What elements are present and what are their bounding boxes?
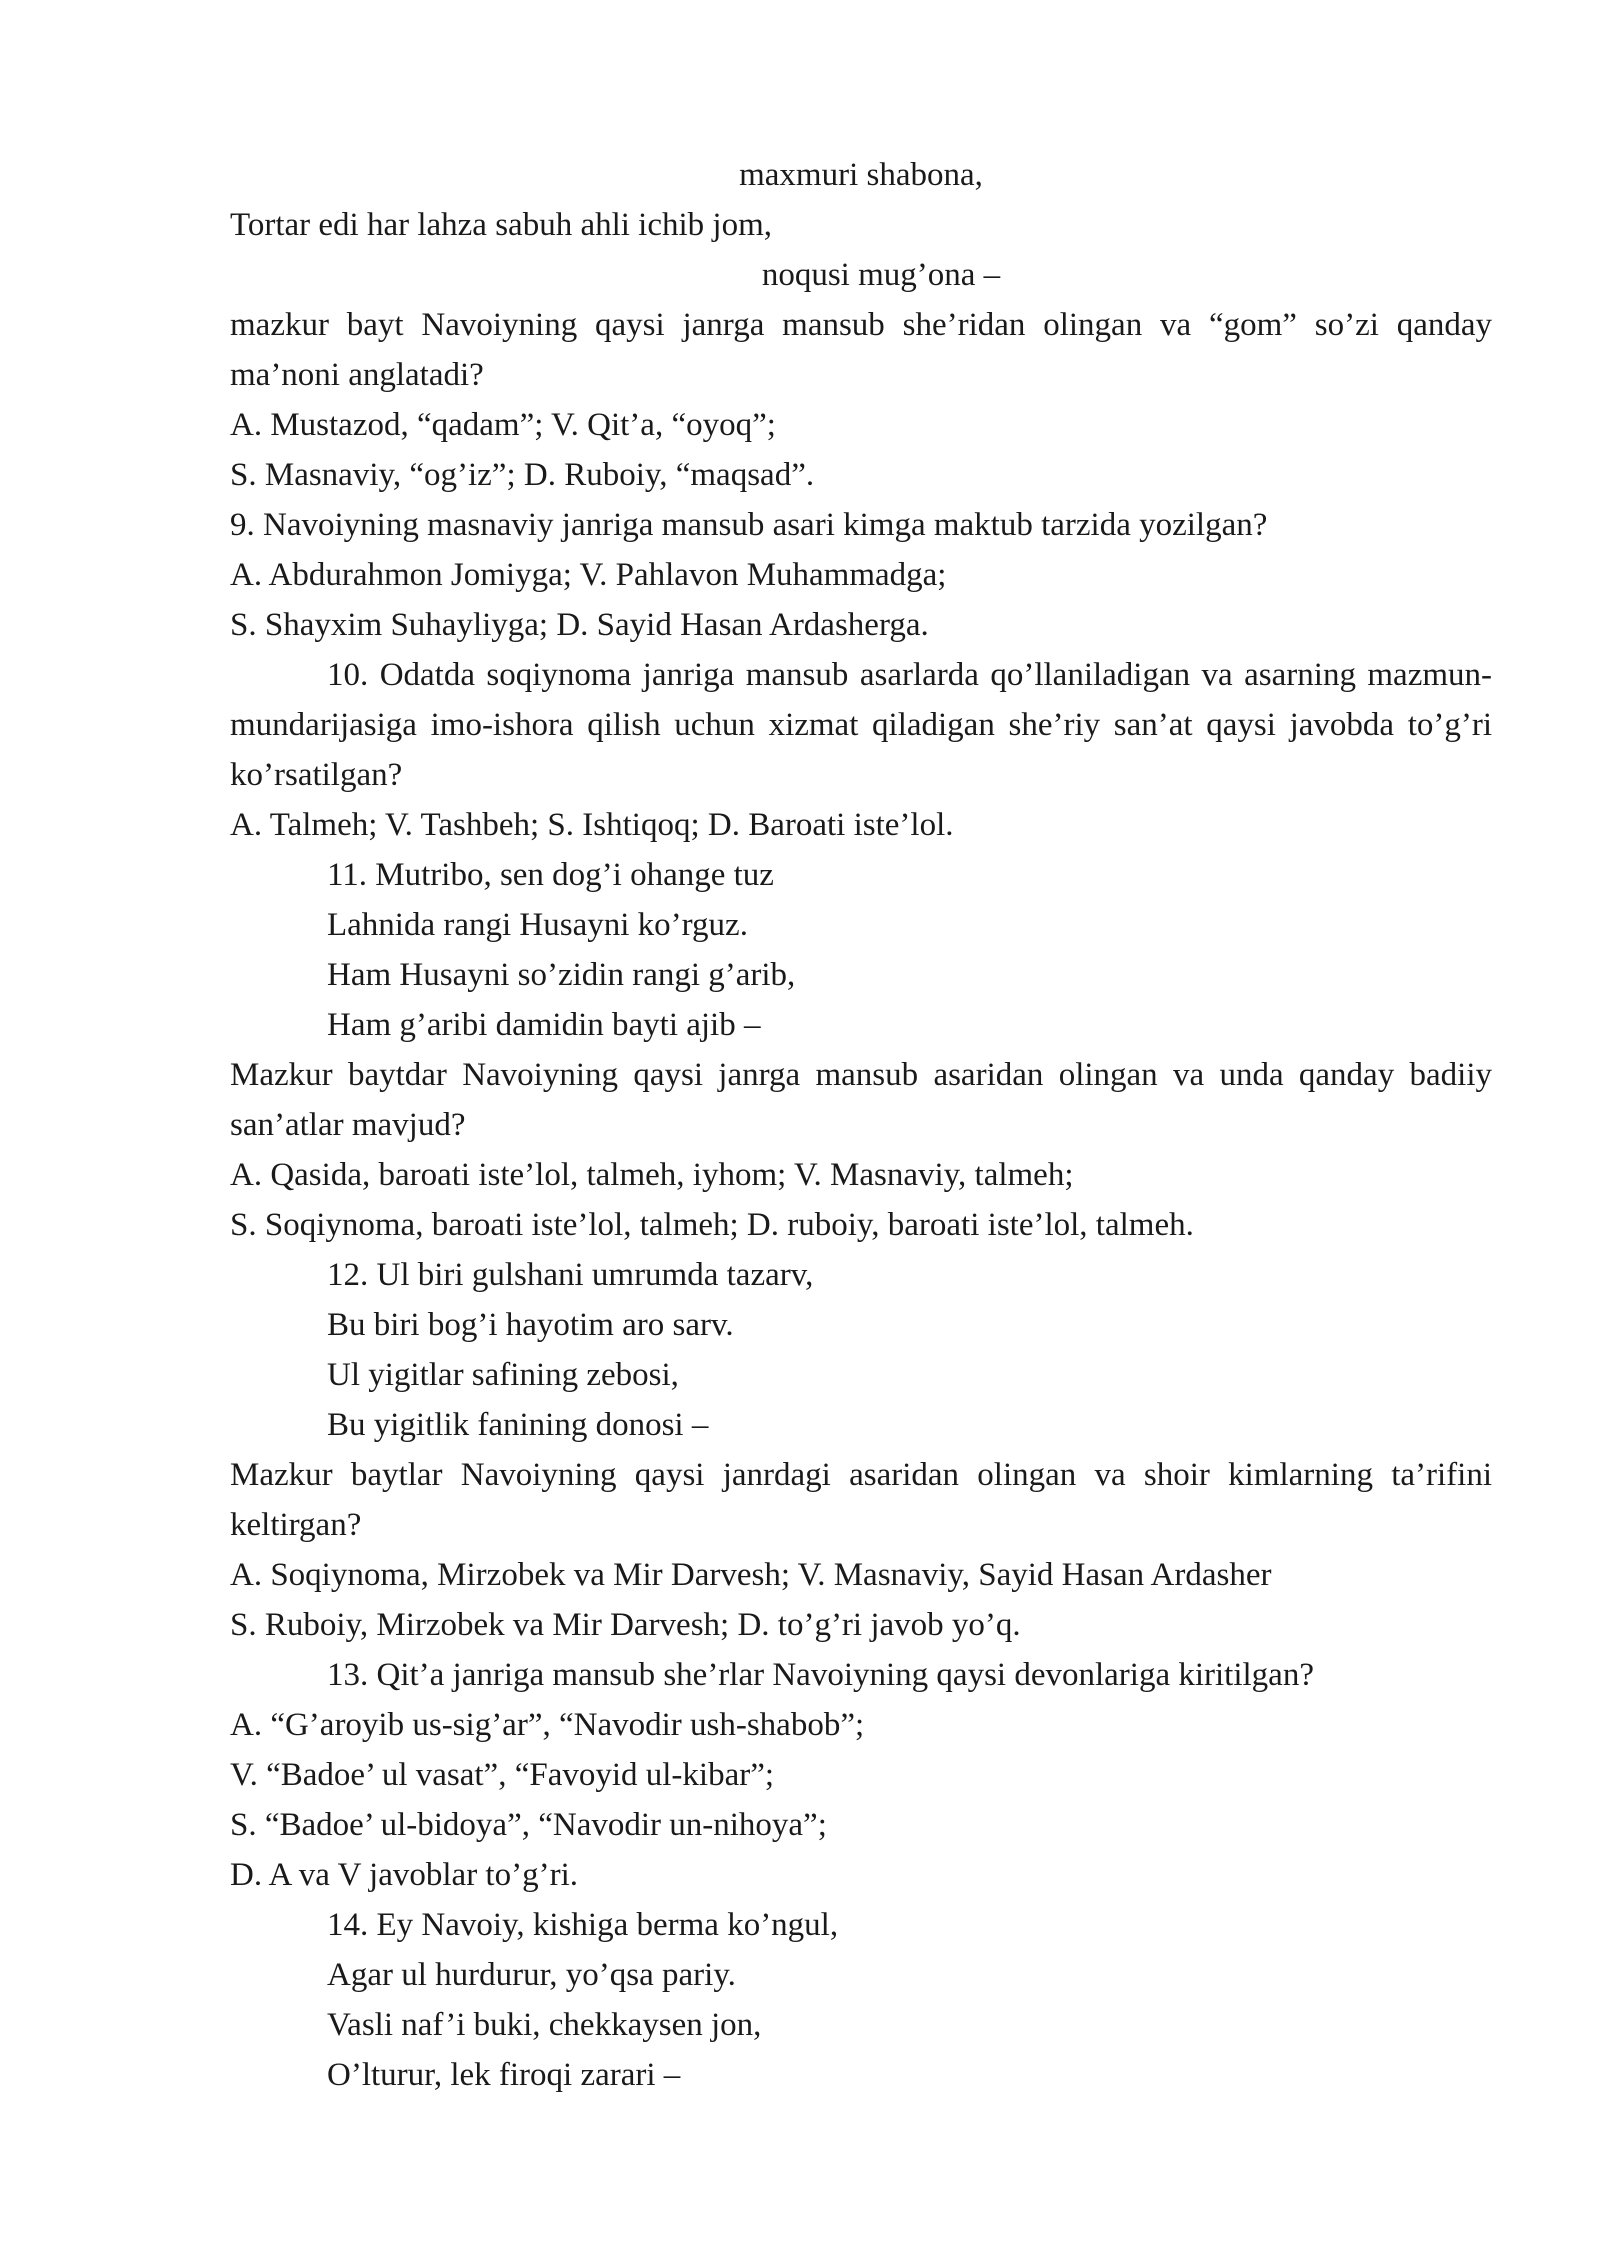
question-text: mazkur bayt Navoiyning qaysi janrga mansub she’ridan olingan va “gom” so’zi qanday ma’noni anglatadi? (230, 307, 1492, 393)
verse-line: Bu yigitlik fanining donosi – (327, 1407, 709, 1443)
answer-options: A. Talmeh; V. Tashbeh; S. Ishtiqoq; D. Baroati iste’lol. (230, 807, 954, 843)
answer-options: S. Masnaviy, “og’iz”; D. Ruboiy, “maqsad”. (230, 457, 815, 493)
question-text: 13. Qit’a janriga mansub she’rlar Navoiyning qaysi devonlariga kiritilgan? (327, 1657, 1314, 1693)
verse-line: Lahnida rangi Husayni ko’rguz. (327, 907, 748, 943)
verse-line: Ham Husayni so’zidin rangi g’arib, (327, 957, 796, 993)
question-text: Mazkur baytdar Navoiyning qaysi janrga mansub asaridan olingan va unda qanday badiiy san’atlar mavjud? (230, 1057, 1492, 1143)
answer-options: S. Soqiynoma, baroati iste’lol, talmeh; D. ruboiy, baroati iste’lol, talmeh. (230, 1207, 1194, 1243)
question-text: 10. Odatda soqiynoma janriga mansub asarlarda qo’llaniladigan va asarning mazmun-mundarijasiga imo-ishora qilish uchun xizmat qiladigan she’riy san’at qaysi javobda to’g’ri ko’rsatilgan? (230, 657, 1492, 793)
verse-line: Vasli naf’i buki, chekkaysen jon, (327, 2007, 762, 2043)
answer-options: A. Abdurahmon Jomiyga; V. Pahlavon Muhammadga; (230, 557, 947, 593)
verse-line: noqusi mug’ona – (761, 257, 1001, 293)
verse-line: Ham g’aribi damidin bayti ajib – (327, 1007, 761, 1043)
verse-line: Tortar edi har lahza sabuh ahli ichib jom, (230, 207, 773, 243)
answer-options: A. Qasida, baroati iste’lol, talmeh, iyhom; V. Masnaviy, talmeh; (230, 1157, 1074, 1193)
verse-line: 11. Mutribo, sen dog’i ohange tuz (327, 857, 774, 893)
verse-line: Ul yigitlar safining zebosi, (327, 1357, 679, 1393)
verse-line: Agar ul hurdurur, yo’qsa pariy. (327, 1957, 736, 1993)
question-text: 9. Navoiyning masnaviy janriga mansub asari kimga maktub tarzida yozilgan? (230, 507, 1268, 543)
document-page (230, 150, 1492, 2100)
verse-line: 12. Ul biri gulshani umrumda tazarv, (327, 1257, 814, 1293)
question-text: Mazkur baytlar Navoiyning qaysi janrdagi asaridan olingan va shoir kimlarning ta’rifini keltirgan? (230, 1457, 1492, 1543)
verse-line: maxmuri shabona, (739, 157, 983, 193)
answer-options: S. Shayxim Suhayliyga; D. Sayid Hasan Ardasherga. (230, 607, 929, 643)
answer-options: S. Ruboiy, Mirzobek va Mir Darvesh; D. to’g’ri javob yo’q. (230, 1607, 1021, 1643)
answer-options: D. A va V javoblar to’g’ri. (230, 1857, 578, 1893)
answer-options: A. Soqiynoma, Mirzobek va Mir Darvesh; V. Masnaviy, Sayid Hasan Ardasher (230, 1557, 1272, 1593)
verse-line: O’lturur, lek firoqi zarari – (327, 2057, 681, 2093)
answer-options: V. “Badoe’ ul vasat”, “Favoyid ul-kibar”; (230, 1757, 775, 1793)
answer-options: A. “G’aroyib us-sig’ar”, “Navodir ush-shabob”; (230, 1707, 865, 1743)
verse-line: Bu biri bog’i hayotim aro sarv. (327, 1307, 734, 1343)
answer-options: A. Mustazod, “qadam”; V. Qit’a, “oyoq”; (230, 407, 776, 443)
answer-options: S. “Badoe’ ul-bidoya”, “Navodir un-nihoya”; (230, 1807, 827, 1843)
verse-line: 14. Ey Navoiy, kishiga berma ko’ngul, (327, 1907, 839, 1943)
